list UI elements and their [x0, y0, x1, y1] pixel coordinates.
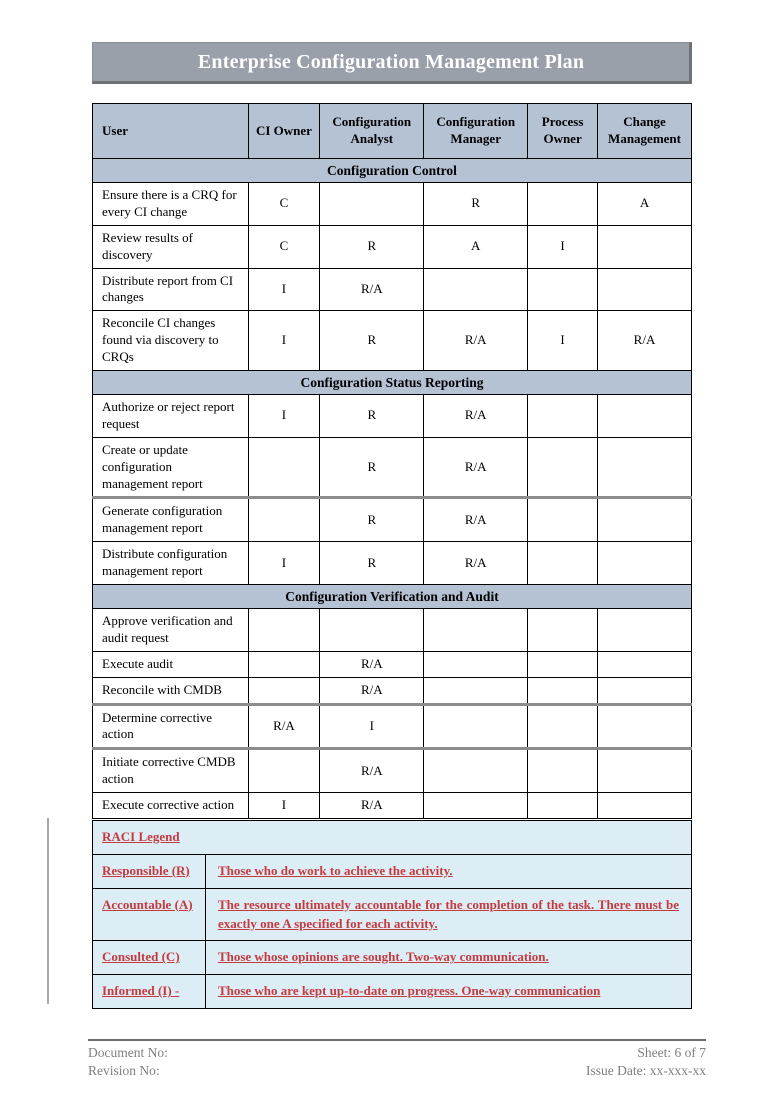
raci-cell [598, 704, 692, 749]
raci-cell [598, 651, 692, 677]
raci-cell [528, 651, 598, 677]
legend-term: Responsible (R) [93, 854, 206, 888]
page-title: Enterprise Configuration Management Plan [197, 50, 585, 73]
raci-cell [598, 542, 692, 585]
table-row [93, 609, 692, 652]
table-row [93, 704, 692, 749]
raci-cell [248, 437, 320, 498]
raci-cell: R/A [424, 542, 528, 585]
column-header: Configuration Analyst [320, 104, 424, 159]
column-header: Process Owner [528, 104, 598, 159]
table-row [93, 749, 692, 793]
section-header: Configuration Verification and Audit [93, 585, 692, 609]
raci-cell: R/A [424, 498, 528, 542]
raci-cell: R/A [424, 395, 528, 438]
raci-cell [248, 677, 320, 704]
table-row [93, 651, 692, 677]
legend-row [93, 941, 692, 975]
legend-term: Informed (I) - [93, 975, 206, 1009]
raci-cell: R/A [320, 651, 424, 677]
activity-cell: Initiate corrective CMDB action [93, 749, 249, 793]
raci-cell [598, 677, 692, 704]
raci-cell [528, 542, 598, 585]
activity-cell: Ensure there is a CRQ for every CI change [93, 183, 249, 226]
raci-cell: I [248, 793, 320, 819]
raci-cell [528, 609, 598, 652]
legend-title: RACI Legend [93, 821, 692, 855]
column-header: CI Owner [248, 104, 320, 159]
raci-cell [528, 268, 598, 311]
raci-cell [528, 183, 598, 226]
raci-cell [424, 609, 528, 652]
activity-cell: Create or update configuration management report [93, 437, 249, 498]
table-row [93, 677, 692, 704]
raci-cell: I [248, 395, 320, 438]
raci-cell [528, 749, 598, 793]
table-row [93, 311, 692, 371]
raci-cell: R/A [320, 749, 424, 793]
raci-cell: I [320, 704, 424, 749]
footer-right [586, 1044, 706, 1079]
raci-cell: I [528, 225, 598, 268]
raci-cell [424, 749, 528, 793]
raci-cell [598, 395, 692, 438]
raci-cell [528, 437, 598, 498]
table-row [93, 793, 692, 819]
legend-description: Those who do work to achieve the activity. [205, 854, 691, 888]
raci-cell [598, 498, 692, 542]
activity-cell: Reconcile CI changes found via discovery to CRQs [93, 311, 249, 371]
raci-cell [424, 651, 528, 677]
legend-table [92, 820, 692, 1009]
legend-term: Accountable (A) [93, 888, 206, 941]
raci-cell [248, 498, 320, 542]
raci-cell: I [248, 268, 320, 311]
legend-body [93, 821, 692, 1009]
table-row [93, 395, 692, 438]
raci-cell [320, 183, 424, 226]
raci-cell: R/A [598, 311, 692, 371]
revision-no-label: Revision No: [88, 1062, 160, 1078]
section-header: Configuration Status Reporting [93, 371, 692, 395]
section-header-row [93, 371, 692, 395]
raci-cell: A [598, 183, 692, 226]
section-header-row [93, 585, 692, 609]
raci-cell: C [248, 183, 320, 226]
raci-cell: R [320, 542, 424, 585]
raci-cell: C [248, 225, 320, 268]
table-row [93, 437, 692, 498]
raci-cell: A [424, 225, 528, 268]
legend-row [93, 854, 692, 888]
raci-cell [528, 704, 598, 749]
raci-cell [248, 651, 320, 677]
activity-cell: Distribute report from CI changes [93, 268, 249, 311]
raci-cell [598, 793, 692, 819]
raci-cell: R/A [320, 677, 424, 704]
raci-cell: I [528, 311, 598, 371]
raci-cell: R [320, 225, 424, 268]
raci-cell: R [320, 395, 424, 438]
raci-matrix-table [92, 103, 692, 819]
activity-cell: Distribute configuration management report [93, 542, 249, 585]
document-no-label: Document No: [88, 1045, 168, 1060]
raci-cell [424, 793, 528, 819]
table-row [93, 183, 692, 226]
legend-description: Those whose opinions are sought. Two-way communication. [205, 941, 691, 975]
margin-rule [47, 818, 49, 1004]
raci-cell: R [320, 498, 424, 542]
raci-cell: R/A [320, 793, 424, 819]
table-row [93, 542, 692, 585]
raci-cell [598, 225, 692, 268]
raci-cell: R/A [424, 311, 528, 371]
raci-cell [598, 268, 692, 311]
table-row [93, 498, 692, 542]
activity-cell: Approve verification and audit request [93, 609, 249, 652]
activity-cell: Generate configuration management report [93, 498, 249, 542]
activity-cell: Review results of discovery [93, 225, 249, 268]
raci-cell: R/A [248, 704, 320, 749]
section-header: Configuration Control [93, 159, 692, 183]
raci-cell: I [248, 311, 320, 371]
raci-cell [528, 793, 598, 819]
raci-cell [248, 749, 320, 793]
raci-cell [424, 268, 528, 311]
raci-cell [598, 749, 692, 793]
table-row [93, 225, 692, 268]
raci-cell [598, 437, 692, 498]
legend-row [93, 975, 692, 1009]
section-header-row [93, 159, 692, 183]
legend-description: The resource ultimately accountable for the completion of the task. There must be exactly one A specified for each activity. [205, 888, 691, 941]
footer-left [88, 1044, 168, 1079]
activity-cell: Determine corrective action [93, 704, 249, 749]
raci-cell: I [248, 542, 320, 585]
legend-title-row [93, 821, 692, 855]
raci-cell [248, 609, 320, 652]
raci-cell [424, 704, 528, 749]
legend-term: Consulted (C) [93, 941, 206, 975]
title-banner [92, 42, 692, 84]
raci-cell [424, 677, 528, 704]
raci-cell: R [424, 183, 528, 226]
activity-cell: Execute corrective action [93, 793, 249, 819]
raci-cell: R/A [320, 268, 424, 311]
raci-cell: R/A [424, 437, 528, 498]
table-row [93, 268, 692, 311]
page-footer [88, 1039, 706, 1079]
activity-cell: Reconcile with CMDB [93, 677, 249, 704]
raci-matrix-body [93, 104, 692, 819]
activity-cell: Authorize or reject report request [93, 395, 249, 438]
raci-cell: R [320, 437, 424, 498]
column-header: Configuration Manager [424, 104, 528, 159]
raci-cell [528, 395, 598, 438]
sheet-label: Sheet: 6 of 7 [637, 1045, 706, 1060]
column-header-row [93, 104, 692, 159]
raci-cell [320, 609, 424, 652]
raci-cell [528, 498, 598, 542]
legend-row [93, 888, 692, 941]
activity-cell: Execute audit [93, 651, 249, 677]
column-header: User [93, 104, 249, 159]
raci-cell [598, 609, 692, 652]
legend-description: Those who are kept up-to-date on progress. One-way communication [205, 975, 691, 1009]
raci-cell: R [320, 311, 424, 371]
raci-cell [528, 677, 598, 704]
issue-date-label: Issue Date: xx-xxx-xx [586, 1062, 706, 1078]
column-header: Change Management [598, 104, 692, 159]
